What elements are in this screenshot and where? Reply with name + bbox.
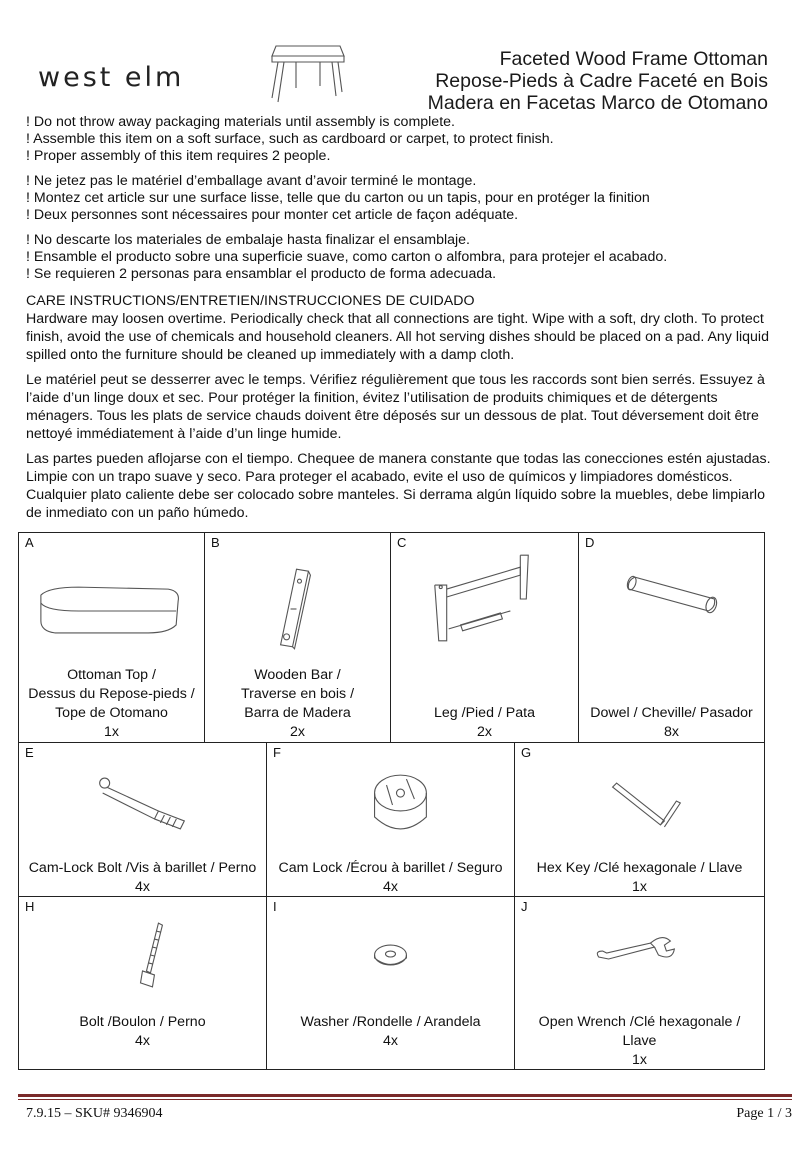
note-line: ! Assemble this item on a soft surface, such as cardboard or carpet, to protect finish. xyxy=(26,131,554,147)
part-cell-f xyxy=(267,743,515,897)
cam-lock-bolt-icon xyxy=(19,769,266,839)
part-quantity: 2x xyxy=(290,724,305,740)
part-caption xyxy=(579,704,764,742)
ottoman-illustration xyxy=(262,40,348,110)
care-es: Las partes pueden aflojarse con el tiempo. Chequee de manera constante que todas las conecciones estén ajustadas. Limpie con un trapo suave y seco. Para proteger el acabado, evite el uso de químicos y limpiadores domésticos. Cualquier plato caliente debe ser colocado sobre manteles. Si derrama algún líquido sobre la muebles, debe limpiarlo de inmediato con un paño húmedo. xyxy=(26,451,771,521)
notes-en xyxy=(26,114,786,165)
part-label: I xyxy=(273,899,277,914)
part-quantity: 1x xyxy=(632,1052,647,1068)
care-instructions xyxy=(26,292,776,529)
part-cell-e xyxy=(19,743,267,897)
caption-line: Washer /Rondelle / Arandela xyxy=(300,1014,481,1030)
notes-fr xyxy=(26,173,786,224)
care-fr: Le matériel peut se desserrer avec le temps. Vérifiez régulièrement que tous les raccords sont bien serrés. Essuyez à l’aide d’un linge doux et sec. Pour protéger la finition, évitez l’utilisation de produits chimiques et de détergents ménagers. Tous les plats de service chauds doivent être déposés sur un dessous de plat. Tout déversement doit être nettoyé immédiatement à l’aide d’un linge humide. xyxy=(26,372,765,442)
footer-rule-thin xyxy=(18,1099,792,1100)
washer-icon xyxy=(267,927,514,987)
part-quantity: 4x xyxy=(135,1033,150,1049)
part-label: D xyxy=(585,535,595,550)
part-label: F xyxy=(273,745,281,760)
footer-date-sku: 7.9.15 – SKU# 9346904 xyxy=(26,1106,163,1121)
part-cell-g xyxy=(515,743,765,897)
part-cell-c xyxy=(391,533,579,743)
caption-line: Ottoman Top / xyxy=(67,667,156,683)
hex-key-icon xyxy=(515,773,764,839)
caption-line: Llave xyxy=(622,1033,657,1049)
part-caption xyxy=(515,1013,764,1070)
part-label: A xyxy=(25,535,34,550)
open-wrench-icon xyxy=(515,927,764,987)
part-quantity: 4x xyxy=(135,879,150,895)
part-cell-d xyxy=(579,533,765,743)
caption-line: Open Wrench /Clé hexagonale / xyxy=(538,1014,741,1030)
part-label: H xyxy=(25,899,35,914)
part-caption xyxy=(267,859,514,897)
notes-es xyxy=(26,232,786,283)
part-quantity: 2x xyxy=(477,724,492,740)
note-line: ! Se requieren 2 personas para ensamblar el producto de forma adecuada. xyxy=(26,266,497,282)
part-cell-b xyxy=(205,533,391,743)
part-caption xyxy=(391,704,578,742)
title-es: Madera en Facetas Marco de Otomano xyxy=(427,92,768,114)
part-quantity: 4x xyxy=(383,879,398,895)
part-quantity: 1x xyxy=(632,879,647,895)
note-line: ! No descarte los materiales de embalaje hasta finalizar el ensamblaje. xyxy=(26,232,470,248)
parts-row xyxy=(19,897,765,1070)
care-en: Hardware may loosen overtime. Periodically check that all connections are tight. Wipe with a soft, dry cloth. To protect finish, avoid the use of chemicals and household cleaners. All hot serving dishes should be placed on a pad. Any liquid spilled onto the furniture should be cleaned up immediately with a damp cloth. xyxy=(26,311,769,363)
parts-row xyxy=(19,743,765,897)
footer-page-number: Page 1 / 3 xyxy=(736,1106,792,1121)
caption-line: Hex Key /Clé hexagonale / Llave xyxy=(536,860,743,876)
part-label: B xyxy=(211,535,220,550)
product-title xyxy=(428,48,768,114)
care-heading: CARE INSTRUCTIONS/ENTRETIEN/INSTRUCCIONES DE CUIDADO xyxy=(26,293,475,309)
note-line: ! Do not throw away packaging materials until assembly is complete. xyxy=(26,114,455,130)
part-quantity: 1x xyxy=(104,724,119,740)
caption-line: Bolt /Boulon / Perno xyxy=(79,1014,206,1030)
caption-line: Barra de Madera xyxy=(244,705,351,721)
part-cell-i xyxy=(267,897,515,1070)
caption-line: Traverse en bois / xyxy=(240,686,355,702)
caption-line: Dessus du Repose-pieds / xyxy=(28,686,195,702)
cam-lock-icon xyxy=(267,769,514,843)
part-label: G xyxy=(521,745,532,760)
part-cell-j xyxy=(515,897,765,1070)
caption-line: Cam Lock /Écrou à barillet / Seguro xyxy=(278,860,503,876)
caption-line: Wooden Bar / xyxy=(254,667,341,683)
ottoman-top-icon xyxy=(19,573,204,653)
part-caption xyxy=(19,1013,266,1051)
part-caption xyxy=(267,1013,514,1051)
assembly-notes xyxy=(26,114,786,291)
part-quantity: 8x xyxy=(664,724,679,740)
part-cell-h xyxy=(19,897,267,1070)
part-cell-a xyxy=(19,533,205,743)
part-caption xyxy=(19,859,266,897)
brand-logo: west elm xyxy=(38,62,185,93)
footer-rule xyxy=(18,1094,792,1097)
note-line: ! Montez cet article sur une surface lisse, telle que du carton ou un tapis, pour en protéger la finition xyxy=(26,190,650,206)
parts-table xyxy=(18,532,765,1070)
parts-row xyxy=(19,533,765,743)
bolt-icon xyxy=(19,917,266,993)
caption-line: Dowel / Cheville/ Pasador xyxy=(590,705,753,721)
caption-line: Leg /Pied / Pata xyxy=(434,705,535,721)
part-quantity: 4x xyxy=(383,1033,398,1049)
part-caption xyxy=(205,666,390,742)
dowel-icon xyxy=(579,563,764,633)
caption-line: Tope de Otomano xyxy=(55,705,168,721)
caption-line: Cam-Lock Bolt /Vis à barillet / Perno xyxy=(28,860,257,876)
part-label: J xyxy=(521,899,528,914)
note-line: ! Ensamble el producto sobre una superficie suave, como carton o alfombra, para protejer el acabado. xyxy=(26,249,668,265)
part-label: C xyxy=(397,535,407,550)
title-en: Faceted Wood Frame Ottoman xyxy=(499,48,768,70)
title-fr: Repose-Pieds à Cadre Faceté en Bois xyxy=(435,70,768,92)
note-line: ! Proper assembly of this item requires 2 people. xyxy=(26,148,331,164)
part-label: E xyxy=(25,745,34,760)
note-line: ! Ne jetez pas le matériel d’emballage avant d’avoir terminé le montage. xyxy=(26,173,477,189)
leg-icon xyxy=(391,549,578,649)
note-line: ! Deux personnes sont nécessaires pour monter cet article de façon adéquate. xyxy=(26,207,519,223)
wooden-bar-icon xyxy=(205,563,390,653)
part-caption xyxy=(19,666,204,742)
part-caption xyxy=(515,859,764,897)
